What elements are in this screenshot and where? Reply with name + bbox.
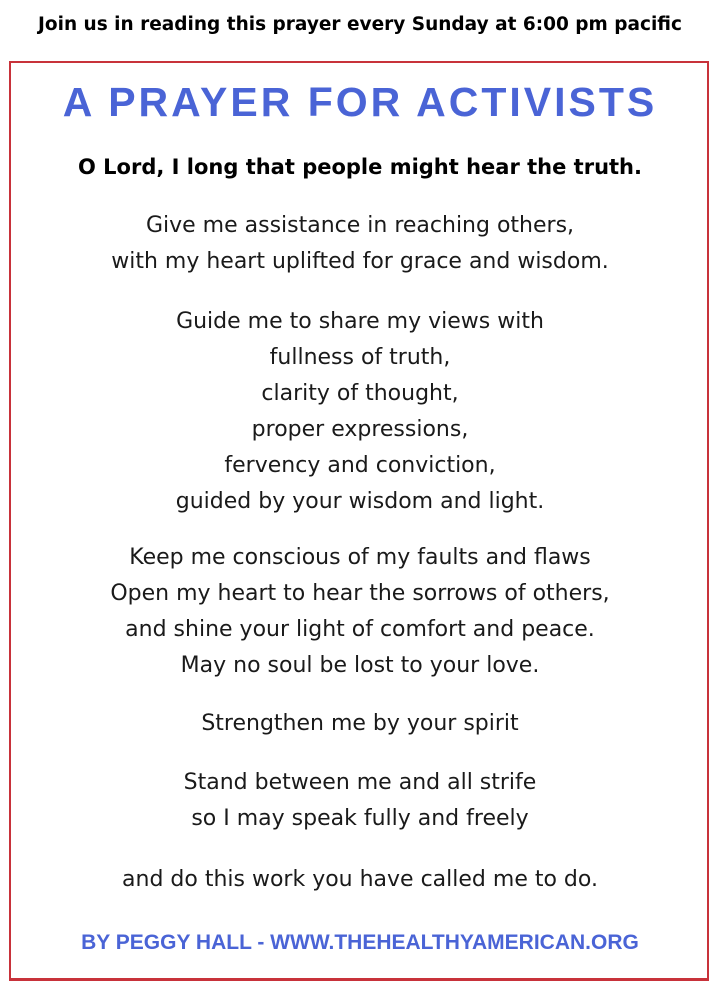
stanza-line: Strengthen me by your spirit bbox=[201, 711, 519, 736]
stanza-line: Guide me to share my views with bbox=[176, 309, 544, 334]
stanza-2 bbox=[0, 304, 720, 520]
stanza-line: and do this work you have called me to do. bbox=[122, 867, 598, 892]
stanza-6 bbox=[0, 862, 720, 898]
announcement-text: Join us in reading this prayer every Sunday at 6:00 pm pacific bbox=[38, 14, 682, 35]
stanza-line: Stand between me and all strife bbox=[183, 770, 537, 795]
stanza-4 bbox=[0, 706, 720, 742]
stanza-line: so I may speak fully and freely bbox=[191, 806, 529, 831]
author-byline: BY PEGGY HALL - WWW.THEHEALTHYAMERICAN.ORG bbox=[81, 931, 639, 954]
stanza-line: Open my heart to hear the sorrows of others, bbox=[110, 581, 610, 606]
prayer-title: A PRAYER FOR ACTIVISTS bbox=[62, 79, 658, 125]
stanza-line: clarity of thought, bbox=[261, 381, 459, 406]
stanza-line: Give me assistance in reaching others, bbox=[145, 213, 575, 238]
stanza-line: with my heart uplifted for grace and wisdom. bbox=[111, 249, 609, 274]
stanza-line: Keep me conscious of my faults and flaws bbox=[129, 545, 591, 570]
stanza-line: guided by your wisdom and light. bbox=[175, 489, 545, 514]
prayer-frame bbox=[9, 61, 709, 981]
stanza-line: proper expressions, bbox=[251, 417, 469, 442]
stanza-line: and shine your light of comfort and peace. bbox=[125, 617, 595, 642]
stanza-3 bbox=[0, 540, 720, 684]
opening-line: O Lord, I long that people might hear the truth. bbox=[78, 155, 642, 179]
stanza-line: fullness of truth, bbox=[269, 345, 451, 370]
stanza-5 bbox=[0, 765, 720, 837]
stanza-line: May no soul be lost to your love. bbox=[180, 653, 540, 678]
stanza-line: fervency and conviction, bbox=[224, 453, 496, 478]
stanza-1 bbox=[0, 208, 720, 280]
